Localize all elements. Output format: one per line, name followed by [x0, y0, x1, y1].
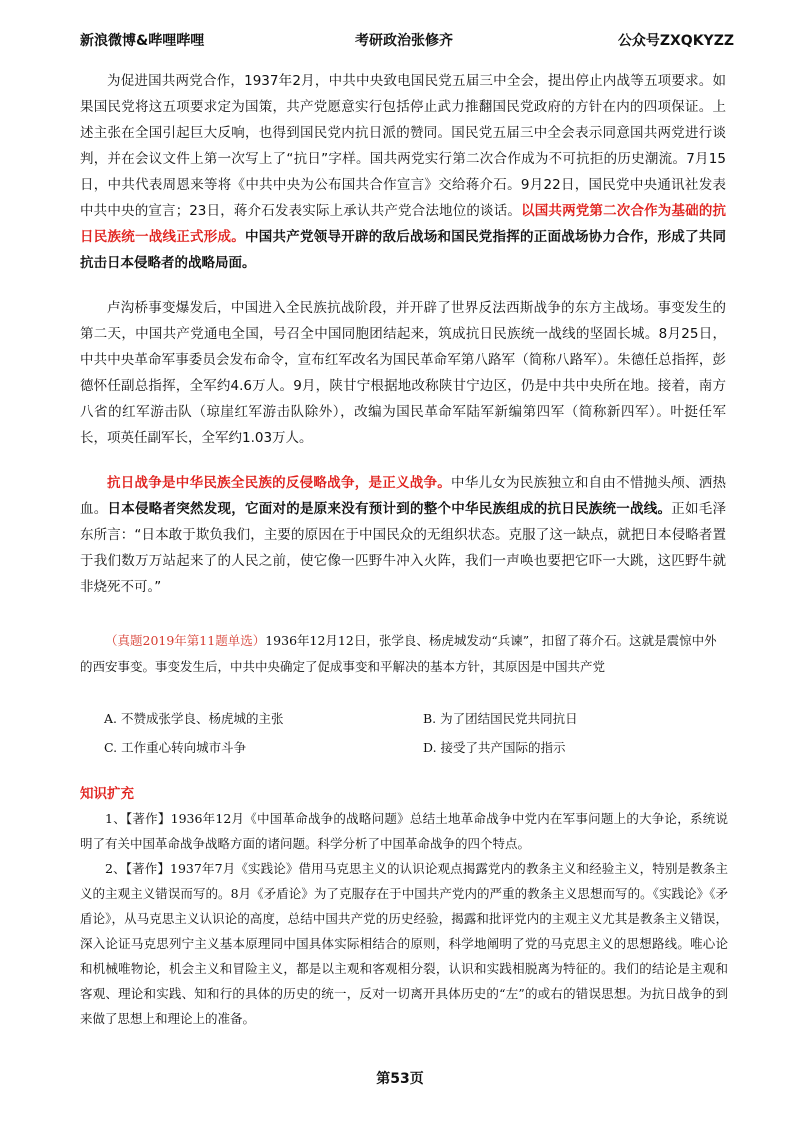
highlight-red: 抗日战争是中华民族全民族的反侵略战争，是正义战争。 — [107, 475, 452, 491]
highlight-bold: 日本侵略者突然发现，它面对的是原来没有预计到的整个中华民族组成的抗日民族统一战线。 — [107, 501, 672, 517]
paragraph-text: 卢沟桥事变爆发后，中国进入全民族抗战阶段，并开辟了世界反法西斯战争的东方主战场。事变发生的第二天，中国共产党通电全国，号召全中国同胞团结起来，筑成抗日民族统一战线的坚固长城。8月25日，中共中央革命军事委员会发布命令，宣布红军改名为国民革命军第八路军（简称八路军）。朱德任总指挥，彭德怀任副总指挥，全军约4.6万人。9月，陕甘宁根据地改称陕甘宁边区，仍是中共中央所在地。接着，南方八省的红军游击队（琼崖红军游击队除外），改编为国民革命军陆军新编第四军（简称新四军）。叶挺任军长，项英任副军长，全军约1.03万人。 — [80, 300, 726, 446]
header-author: 考研政治张修齐 — [355, 33, 453, 49]
option-a: A. 不赞成张学良、杨虎城的主张 — [104, 711, 284, 726]
exam-question — [80, 628, 726, 680]
question-stem: 1936年12月12日，张学良、杨虎城发动“兵谏”，扣留了蒋介石。这就是震惊中外的西安事变。事变发生后，中共中央确定了促成事变和平解决的基本方针，其原因是中国共产党 — [80, 633, 717, 674]
paragraph-united-front — [80, 68, 726, 276]
option-b: B. 为了团结国民党共同抗日 — [423, 711, 578, 726]
option-c: C. 工作重心转向城市斗争 — [104, 740, 247, 755]
page-header — [80, 30, 734, 50]
highlight-red: 以国共两党第二次合作为基础的抗日民族统一战线正式形成。 — [80, 203, 726, 245]
knowledge-item-2: 2、【著作】1937年7月《实践论》借用马克思主义的认识论观点揭露党内的教条主义和经验主义，特别是教条主义的主观主义错误而写的。8月《矛盾论》为了克服存在于中国共产党内的严重的教条主义思想而写的。《实践论》《矛盾论》，从马克思主义认识论的高度，总结中国共产党的历史经验，揭露和批评党内的主观主义尤其是教条主义错误，深入论证马克思列宁主义基本原理同中国具体实际相结合的原则，科学地阐明了党的马克思主义的思想路线。唯心论和机械唯物论，机会主义和冒险主义，都是以主观和客观相分裂，认识和实践相脱离为特征的。我们的结论是主观和客观、理论和实践、知和行的具体的历史的统一，反对一切离开具体历史的“左”的或右的错误思想。为抗日战争的到来做了思想上和理论上的准备。 — [80, 861, 728, 1026]
knowledge-item-1: 1、【著作】1936年12月《中国革命战争的战略问题》总结土地革命战争中党内在军事问题上的大争论，系统说明了有关中国革命战争战略方面的诸问题。科学分析了中国革命战争的四个特点。 — [80, 811, 728, 851]
paragraph-text: 为促进国共两党合作，1937年2月，中共中央致电国民党五届三中全会，提出停止内战等五项要求。如果国民党将这五项要求定为国策，共产党愿意实行包括停止武力推翻国民党政府的方针在内的四项保证。上述主张在全国引起巨大反响，也得到国民党内抗日派的赞同。国民党五届三中全会表示同意国共两党进行谈判，并在会议文件上第一次写上了“抗日”字样。国共两党实行第二次合作成为不可抗拒的历史潮流。7月15日，中共代表周恩来等将《中共中央为公布国共合作宣言》交给蒋介石。9月22日，国民党中央通讯社发表中共中央的宣言；23日，蒋介石发表实际上承认共产党合法地位的谈话。 — [80, 73, 726, 219]
paragraph-text: 中华儿女为民族独立和自由不惜抛头颅、洒热血。 — [80, 475, 727, 517]
paragraph-quote: 正如毛泽东所言：“日本敢于欺负我们，主要的原因在于中国民众的无组织状态。克服了这一缺点，就把日本侵略者置于我们数万万站起来了的人民之前，使它像一匹野牛冲入火阵，我们一声唤也要把它吓一大跳，这匹野牛就非烧死不可。” — [80, 501, 726, 595]
option-d: D. 接受了共产国际的指示 — [423, 740, 566, 755]
highlight-bold: 中国共产党领导开辟的敌后战场和国民党指挥的正面战场协力合作，形成了共同抗击日本侵略者的战略局面。 — [80, 229, 726, 271]
paragraph-full-scale-war — [80, 295, 726, 451]
header-weibo-bilibili: 新浪微博&哔哩哔哩 — [80, 33, 205, 49]
paragraph-just-war — [80, 470, 726, 600]
header-wechat-account: 公众号ZXQKYZZ — [617, 33, 734, 49]
question-tag: （真题2019年第11题单选） — [105, 633, 266, 648]
page-number: 第53页 — [376, 1071, 424, 1087]
section-title-knowledge: 知识扩充 — [80, 786, 134, 802]
